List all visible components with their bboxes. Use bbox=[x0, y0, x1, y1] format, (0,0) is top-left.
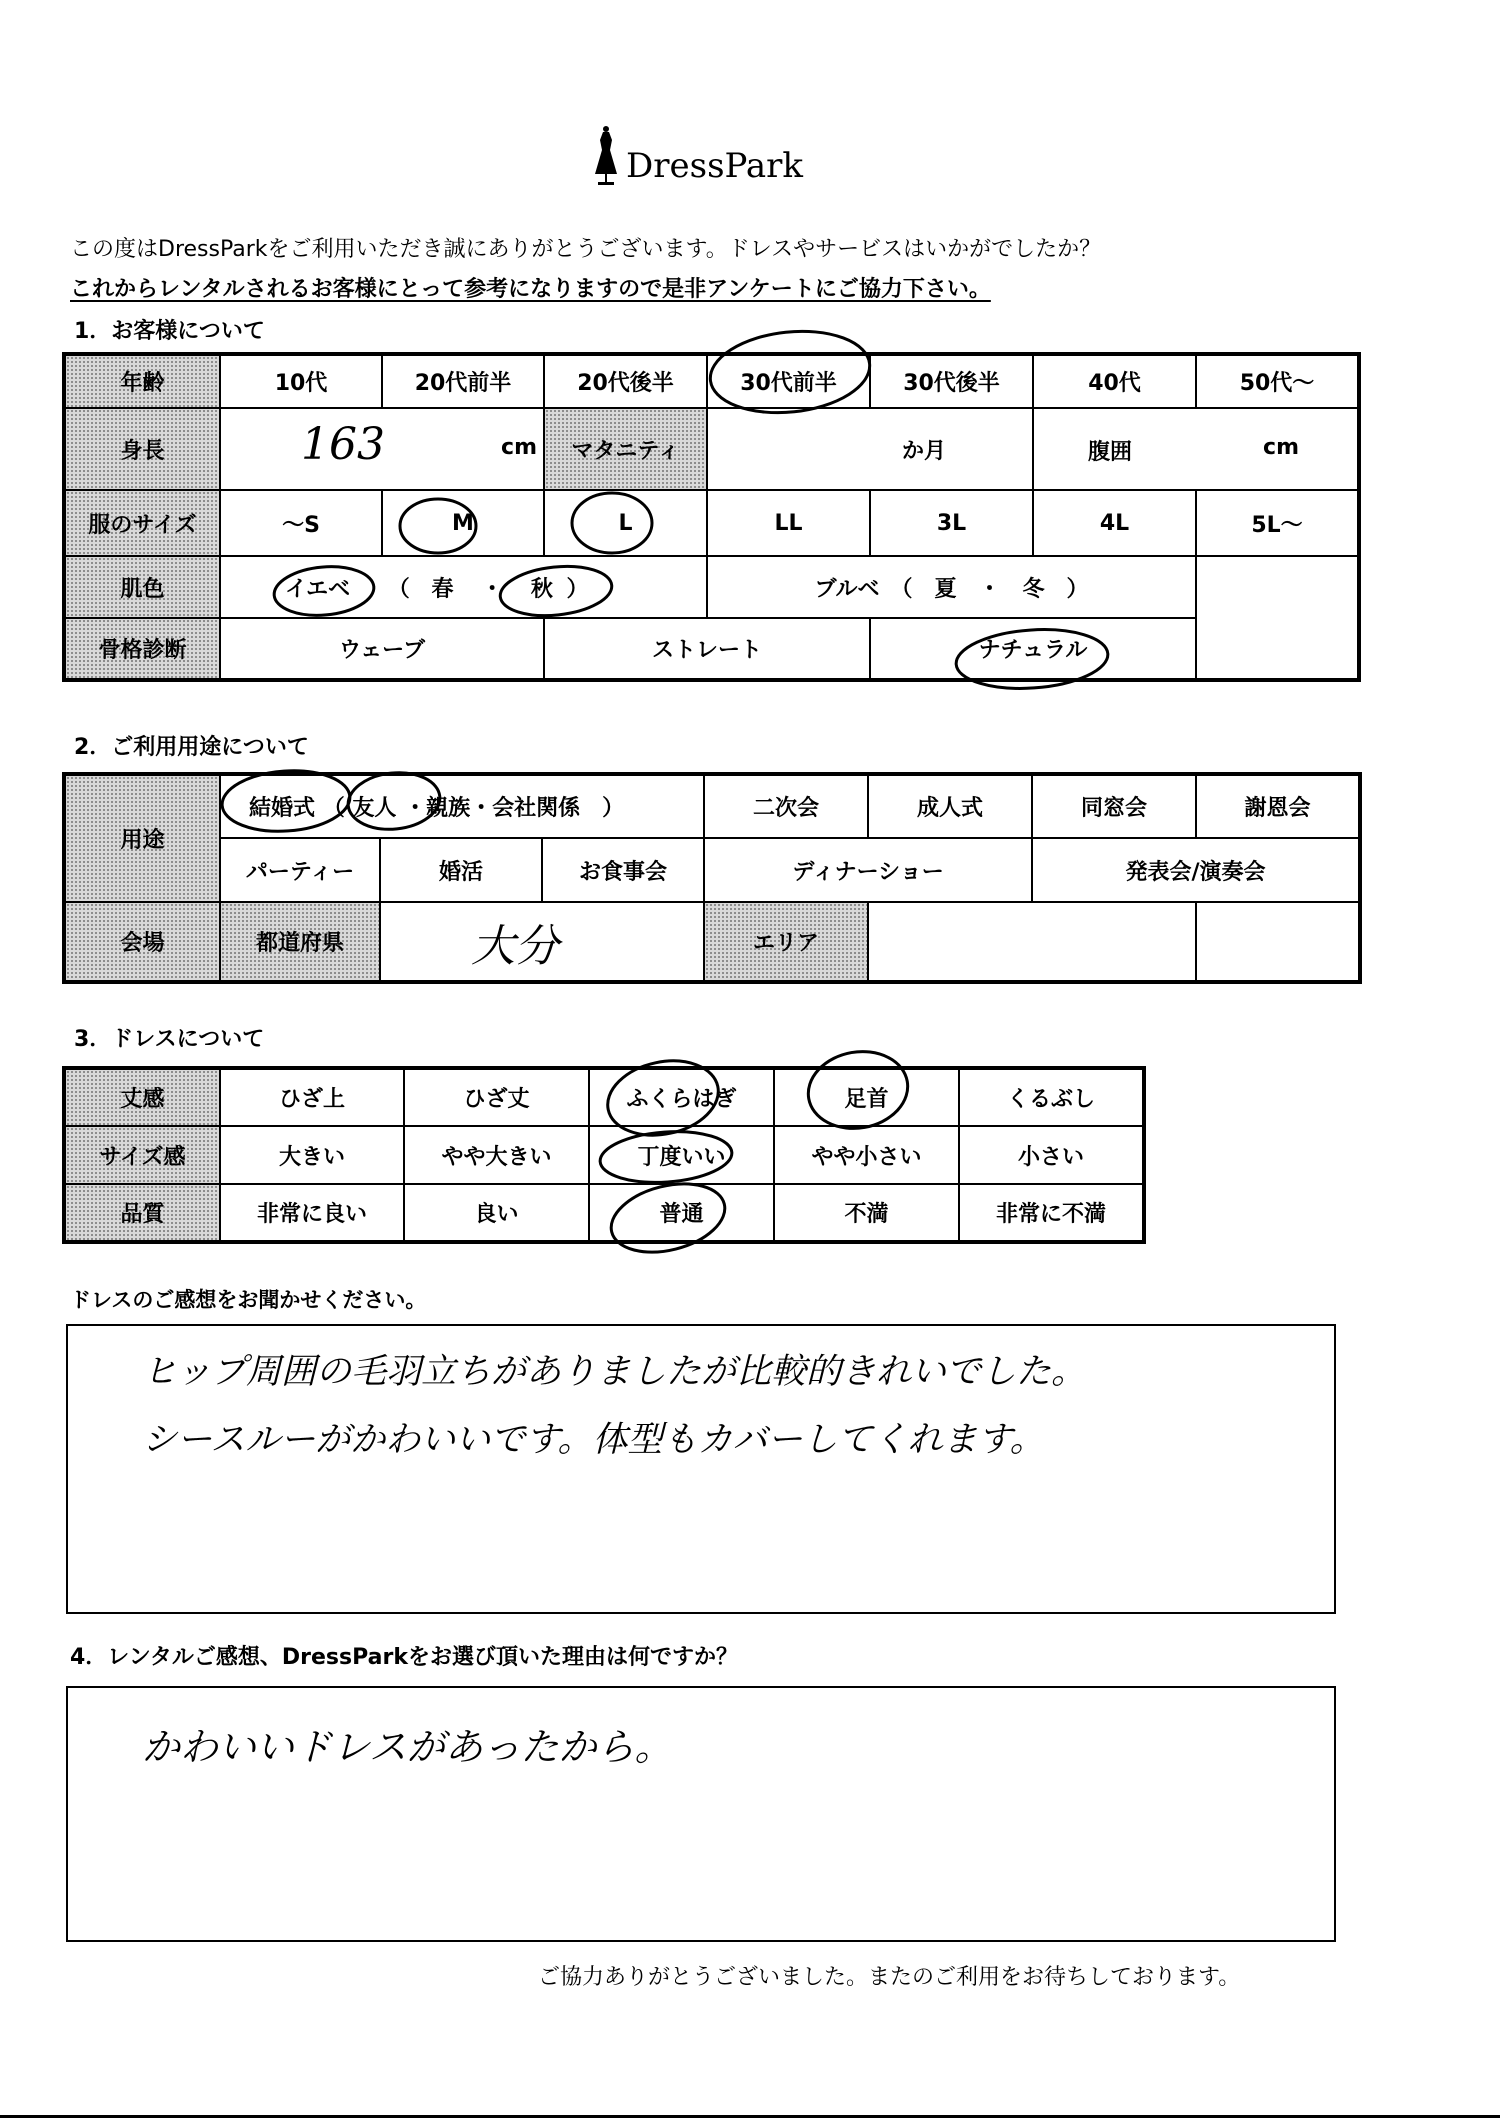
intro-line-1: この度はDressParkをご利用いただき誠にありがとうございます。ドレスやサービスはいかがでしたか？ bbox=[70, 237, 1102, 262]
wedding-option-selected[interactable] bbox=[220, 774, 704, 838]
intro-line-2: これからレンタルされるお客様にとって参考になりますので是非アンケートにご協力下さい。 bbox=[70, 277, 991, 302]
yellow-base-label: イエベ bbox=[285, 576, 351, 602]
quality-option-selected[interactable]: 普通 bbox=[589, 1184, 774, 1242]
purpose-option[interactable]: 謝恩会 bbox=[1196, 774, 1360, 838]
length-option[interactable]: ひざ上 bbox=[220, 1068, 404, 1126]
height-field[interactable] bbox=[220, 408, 544, 490]
empty-cell bbox=[1196, 556, 1359, 618]
yellow-base-option[interactable] bbox=[220, 556, 707, 618]
wedding-label: 結婚式 bbox=[249, 796, 316, 821]
brand-name: DressPark bbox=[626, 146, 804, 186]
frame-option[interactable]: ウェーブ bbox=[220, 618, 544, 680]
waist-field[interactable] bbox=[1033, 408, 1359, 490]
section-3-title: 3．ドレスについて bbox=[74, 1027, 265, 1052]
close-paren: ） bbox=[566, 576, 589, 602]
section-2-title: 2．ご利用用途について bbox=[74, 735, 309, 760]
purpose-option[interactable]: 婚活 bbox=[380, 838, 542, 902]
fit-option-selected[interactable]: 丁度いい bbox=[589, 1126, 774, 1184]
size-option[interactable]: 4L bbox=[1033, 490, 1196, 556]
length-option-selected[interactable]: 足首 bbox=[774, 1068, 959, 1126]
size-option[interactable]: 3L bbox=[870, 490, 1033, 556]
dress-table bbox=[62, 1066, 1146, 1244]
height-label: 身長 bbox=[64, 408, 220, 490]
dresspark-logo bbox=[590, 124, 830, 188]
empty-cell bbox=[1196, 902, 1360, 982]
age-option[interactable]: 10代 bbox=[220, 354, 382, 408]
quality-option[interactable]: 不満 bbox=[774, 1184, 959, 1242]
purpose-option[interactable]: ディナーショー bbox=[704, 838, 1032, 902]
quality-option[interactable]: 非常に良い bbox=[220, 1184, 404, 1242]
skin-label: 肌色 bbox=[64, 556, 220, 618]
height-value: 163 bbox=[301, 419, 385, 470]
purpose-label: 用途 bbox=[64, 774, 220, 902]
open-paren: （ bbox=[322, 796, 345, 821]
purpose-option[interactable]: パーティー bbox=[220, 838, 380, 902]
size-option-selected[interactable]: M bbox=[382, 490, 544, 556]
footer-rule bbox=[0, 2115, 1500, 2118]
fit-option[interactable]: 大きい bbox=[220, 1126, 404, 1184]
open-paren: （ bbox=[387, 576, 410, 602]
empty-cell bbox=[1196, 618, 1359, 680]
size-option[interactable]: 5L～ bbox=[1196, 490, 1359, 556]
impressions-label: ドレスのご感想をお聞かせください。 bbox=[70, 1288, 427, 1312]
waist-unit: cm bbox=[1263, 435, 1299, 460]
length-option-selected[interactable]: ふくらはぎ bbox=[589, 1068, 774, 1126]
purpose-option[interactable]: 発表会/演奏会 bbox=[1032, 838, 1360, 902]
age-option[interactable]: 40代 bbox=[1033, 354, 1196, 408]
prefecture-label: 都道府県 bbox=[220, 902, 380, 982]
fit-option[interactable]: やや小さい bbox=[774, 1126, 959, 1184]
maternity-label: マタニティ bbox=[544, 408, 707, 490]
maternity-months[interactable]: か月 bbox=[707, 408, 1033, 490]
waist-label: 腹囲 bbox=[1088, 440, 1133, 465]
fit-label: サイズ感 bbox=[64, 1126, 220, 1184]
length-option[interactable]: ひざ丈 bbox=[404, 1068, 589, 1126]
wedding-detail-rest: ・親族・会社関係 ） bbox=[404, 796, 625, 821]
section-4-title: 4．レンタルご感想、DressParkをお選び頂いた理由は何ですか？ bbox=[70, 1645, 738, 1670]
prefecture-field[interactable] bbox=[380, 902, 704, 982]
reason-box[interactable] bbox=[66, 1686, 1336, 1942]
frame-label: 骨格診断 bbox=[64, 618, 220, 680]
spring-option[interactable]: 春 bbox=[431, 576, 454, 602]
length-label: 丈感 bbox=[64, 1068, 220, 1126]
reason-answer: かわいいドレスがあったから。 bbox=[142, 1725, 673, 1769]
prefecture-value: 大分 bbox=[471, 920, 559, 972]
size-option[interactable]: ～S bbox=[220, 490, 382, 556]
age-option[interactable]: 20代前半 bbox=[382, 354, 544, 408]
purpose-option[interactable]: お食事会 bbox=[542, 838, 704, 902]
age-label: 年齢 bbox=[64, 354, 220, 408]
impressions-box[interactable] bbox=[66, 1324, 1336, 1614]
fit-option[interactable]: 小さい bbox=[959, 1126, 1144, 1184]
impressions-line: ヒップ周囲の毛羽立ちがありましたが比較的きれいでした。 bbox=[142, 1352, 1086, 1392]
customer-table bbox=[62, 352, 1361, 682]
dot-separator: ・ bbox=[481, 576, 504, 602]
wedding-friend-selected[interactable]: 友人 bbox=[352, 796, 397, 821]
age-option-selected[interactable]: 30代前半 bbox=[707, 354, 870, 408]
thanks-message: ご協力ありがとうございました。またのご利用をお待ちしております。 bbox=[538, 1965, 1241, 1990]
autumn-option-selected[interactable]: 秋 bbox=[530, 576, 553, 602]
quality-label: 品質 bbox=[64, 1184, 220, 1242]
quality-option[interactable]: 良い bbox=[404, 1184, 589, 1242]
purpose-option[interactable]: 成人式 bbox=[868, 774, 1032, 838]
age-option[interactable]: 50代～ bbox=[1196, 354, 1359, 408]
frame-option-selected[interactable]: ナチュラル bbox=[870, 618, 1196, 680]
length-option[interactable]: くるぶし bbox=[959, 1068, 1144, 1126]
area-field[interactable] bbox=[868, 902, 1196, 982]
quality-option[interactable]: 非常に不満 bbox=[959, 1184, 1144, 1242]
age-option[interactable]: 20代後半 bbox=[544, 354, 707, 408]
size-option[interactable]: LL bbox=[707, 490, 870, 556]
size-option-selected[interactable]: L bbox=[544, 490, 707, 556]
fit-option[interactable]: やや大きい bbox=[404, 1126, 589, 1184]
height-unit: cm bbox=[501, 435, 537, 460]
impressions-line: シースルーがかわいいです。体型もカバーしてくれます。 bbox=[142, 1420, 1045, 1460]
frame-option[interactable]: ストレート bbox=[544, 618, 870, 680]
size-label: 服のサイズ bbox=[64, 490, 220, 556]
purpose-option[interactable]: 二次会 bbox=[704, 774, 868, 838]
area-label: エリア bbox=[704, 902, 868, 982]
blue-base-option[interactable]: ブルベ （ 夏 ・ 冬 ） bbox=[707, 556, 1196, 618]
venue-label: 会場 bbox=[64, 902, 220, 982]
age-option[interactable]: 30代後半 bbox=[870, 354, 1033, 408]
dress-form-icon bbox=[590, 124, 622, 188]
section-1-title: 1．お客様について bbox=[74, 319, 265, 344]
purpose-option[interactable]: 同窓会 bbox=[1032, 774, 1196, 838]
purpose-table bbox=[62, 772, 1362, 984]
